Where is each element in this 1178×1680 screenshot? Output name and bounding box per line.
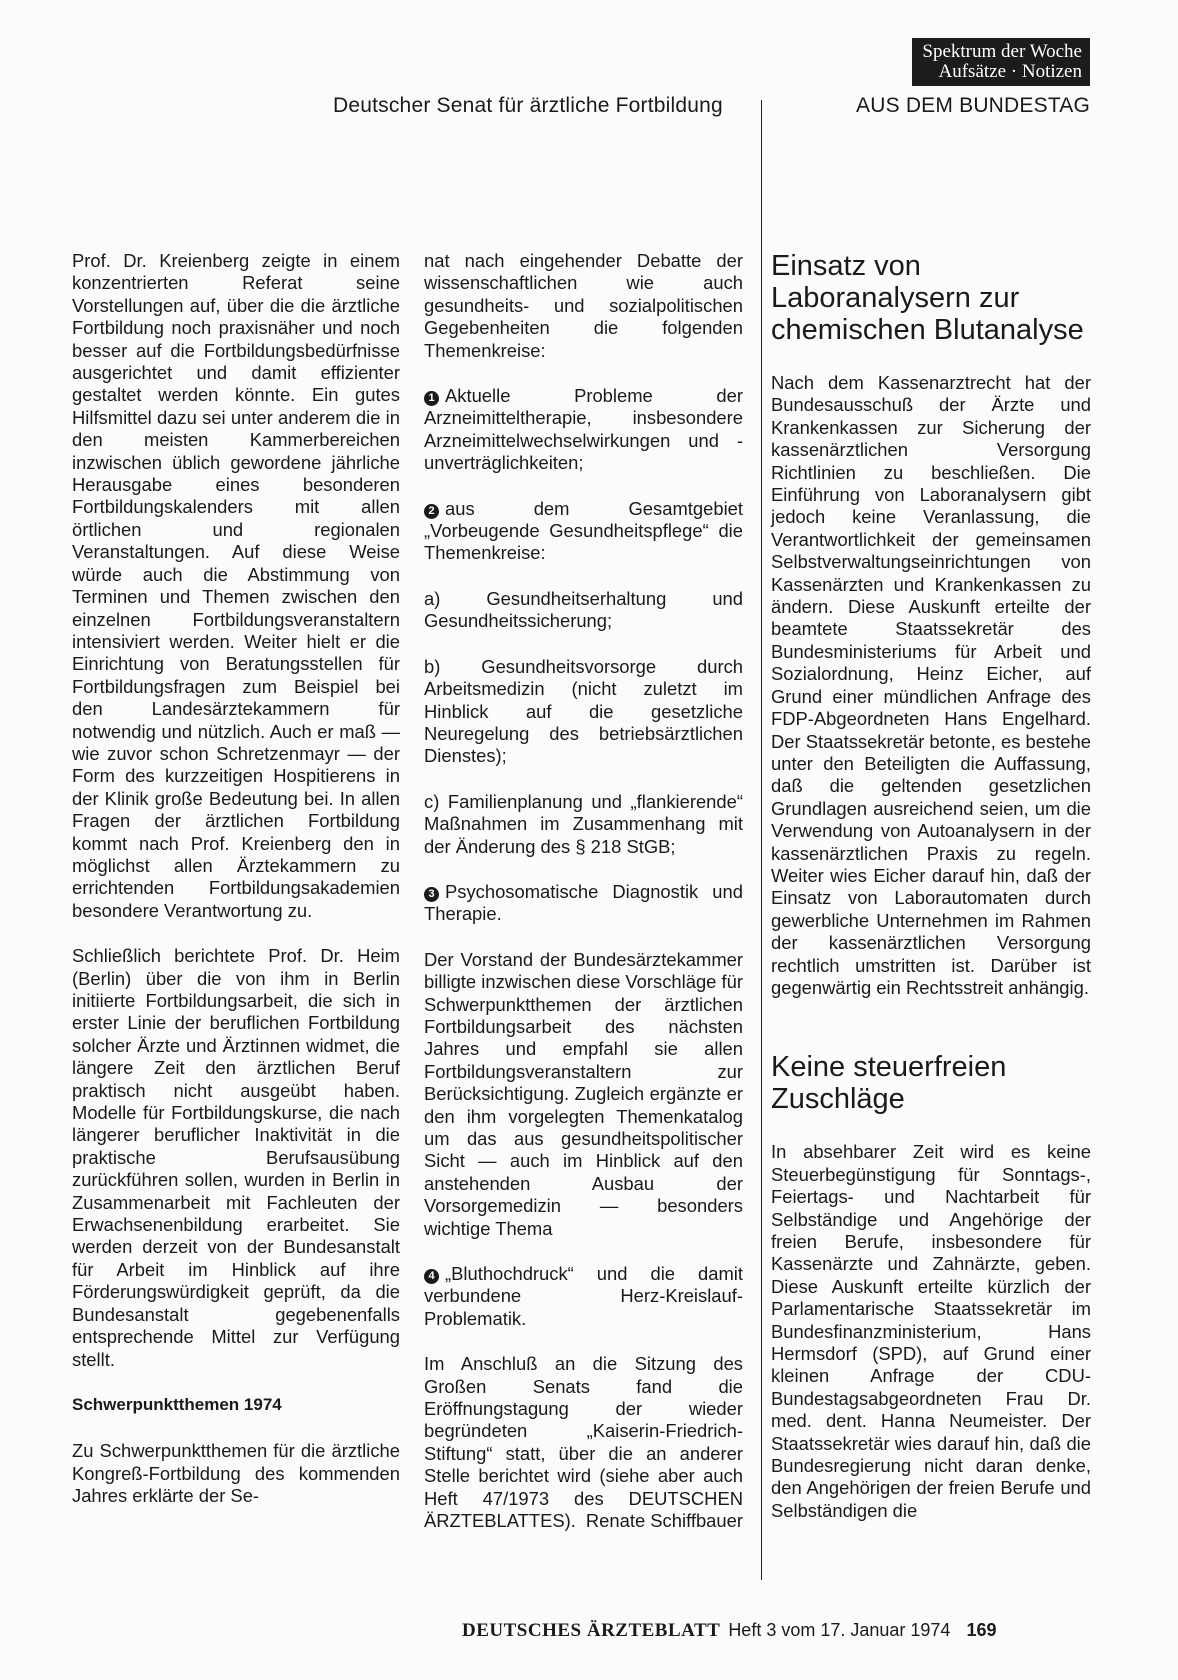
numbered-item (424, 881, 743, 926)
paragraph: In absehbarer Zeit wird es keine Steuerbegünstigung für Sonntags-, Feiertags- und Nachtarbeit für Selbständige und Angehörige der freien Berufe, insbesondere für Kassenärzte und Zahnärzte, geben. Diese Auskunft erteilte kürzlich der Parlamentarische Staatssekretär im Bundesfinanzministerium, Hans Hermsdorf (SPD), auf Grund einer kleinen Anfrage der CDU-Bundestagsabgeordneten Frau Dr. med. dent. Hanna Neumeister. Der Staatssekretär wies darauf hin, daß die Bundesregierung nicht daran denke, den Angehörigen der freien Berufe und Selbständigen die (771, 1141, 1091, 1521)
item-text: aus dem Gesamtgebiet „Vorbeugende Gesundheitspflege“ die Themenkreise: (424, 497, 743, 564)
numbered-item (424, 385, 743, 475)
item-text: Psychosomatische Diagnostik und Therapie. (424, 880, 743, 925)
paragraph (424, 1353, 743, 1532)
closing-text: Im Anschluß an die Sitzung des Großen Senats fand die Eröffnungstagung der wieder begründeten „Kaiserin-Friedrich-Stiftung“ statt, über die an anderer Stelle berichtet wird (siehe aber auch Heft 47/1973 des DEUTSCHEN ÄRZTEBLATTES). (424, 1353, 743, 1532)
number-badge: 3 (424, 887, 439, 902)
column-divider (761, 100, 762, 1580)
badge-line-2: Aufsätze · Notizen (938, 61, 1082, 82)
paragraph: Schließlich berichtete Prof. Dr. Heim (Berlin) über die von ihm in Berlin initiierte Fortbildungsarbeit, die sich in erster Linie der beruflichen Fortbildung solcher Ärzte und Ärztinnen widmet, die längere Zeit den ärztlichen Beruf praktisch nicht ausgeübt haben. Modelle für Fortbildungskurse, die nach längerer beruflicher Inaktivität in die praktische Berufsausübung zurückführen sollen, wurden in Berlin in Zusammenarbeit mit Fachleuten der Erwachsenenbildung erarbeitet. Sie werden derzeit von der Bundesanstalt für Arbeit im Hinblick auf ihre Förderungswürdigkeit geprüft, da die Bundesanstalt gegebenenfalls entsprechende Mittel zur Verfügung stellt. (72, 945, 400, 1370)
section-badge (912, 38, 1090, 86)
item-text: „Bluthochdruck“ und die damit verbundene Herz-Kreislauf-Problematik. (424, 1263, 743, 1329)
left-running-head: Deutscher Senat für ärztliche Fortbildung (333, 94, 723, 117)
paragraph: a) Gesundheitserhaltung und Gesundheitssicherung; (424, 587, 743, 632)
page-number: 169 (966, 1620, 997, 1640)
number-badge: 2 (424, 504, 439, 519)
column-1 (72, 250, 400, 1531)
paragraph: Nach dem Kassenarztrecht hat der Bundesausschuß der Ärzte und Krankenkassen zur Sicherung der kassenärztlichen Versorgung Richtlinien zu beschließen. Die Einführung von Laboranalysern gibt jedoch keine Veranlassung, die Verantwortlichkeit der gemeinsamen Selbstverwaltungseinrichtungen von Kassenärzten und Krankenkassen zu ändern. Diese Auskunft erteilte der beamtete Staatssekretär des Bundesministeriums für Arbeit und Sozialordnung, Heinz Eicher, auf Grund einer mündlichen Anfrage des FDP-Abgeordneten Hans Engelhard. Der Staatssekretär betonte, es bestehe unter den Beteiligten die Auffassung, daß die geltenden gesetzlichen Grundlagen ausreichend seien, um die Verwendung von Autoanalysern in der kassenärztlichen Praxis zu regeln. Weiter wies Eicher darauf hin, daß der Einsatz von Laborautomaten durch gewerbliche Unternehmen im Rahmen der kassenärztlichen Versorgung rechtlich umstritten ist. Darüber ist gegenwärtig ein Rechtsstreit anhängig. (771, 372, 1091, 998)
magazine-name: DEUTSCHES ÄRZTEBLATT (462, 1620, 721, 1641)
numbered-item (424, 498, 743, 565)
numbered-item (424, 1263, 743, 1330)
badge-line-1: Spektrum der Woche (922, 41, 1082, 62)
column-2 (424, 250, 743, 1556)
right-running-head: AUS DEM BUNDESTAG (856, 94, 1091, 117)
number-badge: 4 (424, 1269, 439, 1284)
item-text: Aktuelle Probleme der Arzneimitteltherapie, insbesondere Arzneimittelwechselwirkungen und -unverträglichkeiten; (424, 385, 743, 474)
paragraph: nat nach eingehender Debatte der wissenschaftlichen wie auch gesundheits- und sozialpolitischen Gegebenheiten die folgenden Themenkreise: (424, 250, 743, 361)
column-3 (771, 250, 1091, 1545)
paragraph: Zu Schwerpunktthemen für die ärztliche Kongreß-Fortbildung des kommenden Jahres erklärte der Se- (72, 1440, 400, 1507)
paragraph: Der Vorstand der Bundesärztekammer billigte inzwischen diese Vorschläge für Schwerpunktthemen der ärztlichen Fortbildungsarbeit des nächsten Jahres und empfahl sie allen Fortbildungsveranstaltern zur Berücksichtigung. Zugleich ergänzte er den ihm vorgelegten Themenkatalog um das aus gesundheitspolitischer Sicht — auch im Hinblick auf den anstehenden Ausbau der Vorsorgemedizin — besonders wichtige Thema (424, 948, 743, 1239)
paragraph: b) Gesundheitsvorsorge durch Arbeitsmedizin (nicht zuletzt im Hinblick auf die gesetzliche Neuregelung des betriebsärztlichen Dienstes); (424, 655, 743, 767)
number-badge: 1 (424, 391, 439, 406)
paragraph: c) Familienplanung und „flankierende“ Maßnahmen im Zusammenhang mit der Änderung des § 218 StGB; (424, 790, 743, 857)
issue-info: Heft 3 vom 17. Januar 1974 (728, 1620, 951, 1640)
page-footer (462, 1620, 997, 1642)
article-headline: Einsatz von Laboranalysern zur chemischen Blutanalyse (771, 250, 1084, 346)
paragraph: Prof. Dr. Kreienberg zeigte in einem konzentrierten Referat seine Vorstellungen auf, über die die ärztliche Fortbildung noch praxisnäher und noch besser auf die Fortbildungsbedürfnisse ausgerichtet und damit effizienter gestaltet werden könnte. Ein gutes Hilfsmittel dazu sei unter anderem die in den meisten Kammerbereichen inzwischen üblich gewordene jährliche Herausgabe eines besonderen Fortbildungskalenders mit allen örtlichen und regionalen Veranstaltungen. Auf diese Weise würde auch die Abstimmung von Terminen und Themen zwischen den einzelnen Fortbildungsveranstaltern intensiviert werden. Weiter hielt er die Einrichtung von Beratungsstellen für Fortbildungsfragen zum Beispiel bei den Landesärztekammern für notwendig und nützlich. Auch er maß — wie zuvor schon Schretzenmayr — der Form des kurzzeitigen Hospitierens in der Klinik große Bedeutung bei. In allen Fragen der ärztlichen Fortbildung kommt nach Prof. Kreienberg den in möglichst allen Ärztekammern zu errichtenden Fortbildungsakademien besondere Verantwortung zu. (72, 250, 400, 921)
article-headline: Keine steuerfreien Zuschläge (771, 1051, 1007, 1116)
author-name: Renate Schiffbauer (585, 1510, 743, 1532)
subheading: Schwerpunktthemen 1974 (72, 1394, 282, 1414)
